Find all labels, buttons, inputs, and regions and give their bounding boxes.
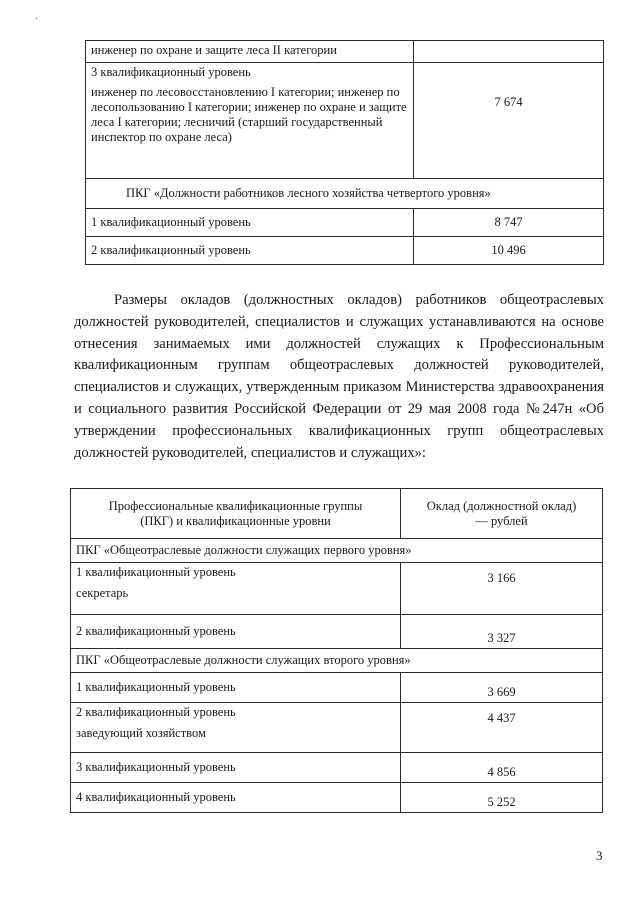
table-cell-position <box>86 63 414 179</box>
column-header-salary: Оклад (должностной оклад) — рублей <box>401 489 603 539</box>
page-number: 3 <box>596 848 603 863</box>
table-cell-position: инженер по охране и защите леса II категории <box>86 41 414 63</box>
table-cell-position: 2 квалификационный уровень <box>71 615 401 649</box>
table-cell-salary: 4 437 <box>401 703 603 753</box>
table-cell-salary <box>414 41 604 63</box>
body-paragraph: Размеры окладов (должностных окладов) работников общеотраслевых должностей руководителей, специалистов и служащих устанавливаются на основе отнесения занимаемых ими должностей служащих к Профессиональным квалификационным группам общеотраслевых должностей руководителей, специалистов и служащих, утвержденным приказом Министерства здравоохранения и социального развития Российской Федерации от 29 мая 2008 года №247н «Об утверждении профессиональных квалификационных групп общеотраслевых должностей руководителей, специалистов и служащих»: <box>74 292 604 461</box>
table-row <box>86 209 604 237</box>
table-cell-position <box>71 703 401 753</box>
qualification-level: 2 квалификационный уровень <box>76 705 236 719</box>
table-cell-position <box>71 563 401 615</box>
table-cell-salary: 5 252 <box>401 783 603 813</box>
salary-table-forestry <box>85 40 604 265</box>
table-row <box>71 649 603 673</box>
position-list: инженер по лесовосстановлению I категории; инженер по лесопользованию I категории; инженер по охране и защите леса I категории; лесничий (старший государственный инспектор по охране леса) <box>91 85 407 144</box>
table-cell-position: 1 квалификационный уровень <box>86 209 414 237</box>
table-row <box>71 563 603 615</box>
column-header-groups: Профессиональные квалификационные группы (ПКГ) и квалификационные уровни <box>71 489 401 539</box>
scan-mark: · <box>35 14 39 25</box>
table-row <box>86 237 604 265</box>
table-row <box>71 539 603 563</box>
table-cell-salary: 10 496 <box>414 237 604 265</box>
salary-table-general <box>70 488 603 813</box>
table-cell-salary: 4 856 <box>401 753 603 783</box>
table-cell-position: 3 квалификационный уровень <box>71 753 401 783</box>
table-row <box>71 703 603 753</box>
table-header-row <box>71 489 603 539</box>
table-cell-salary: 3 327 <box>401 615 603 649</box>
position-name: заведующий хозяйством <box>76 726 206 740</box>
table-row <box>71 615 603 649</box>
group-heading: ПКГ «Общеотраслевые должности служащих второго уровня» <box>71 649 603 673</box>
table-cell-salary: 3 669 <box>401 673 603 703</box>
table-cell-position: 4 квалификационный уровень <box>71 783 401 813</box>
table-row <box>86 63 604 179</box>
table-row <box>86 41 604 63</box>
qualification-level: 1 квалификационный уровень <box>76 565 236 579</box>
table-row <box>71 753 603 783</box>
table-cell-position: 1 квалификационный уровень <box>71 673 401 703</box>
table-row <box>86 179 604 209</box>
table-cell-salary: 7 674 <box>414 63 604 179</box>
qualification-level: 3 квалификационный уровень <box>91 65 251 79</box>
table-row <box>71 783 603 813</box>
group-heading: ПКГ «Общеотраслевые должности служащих первого уровня» <box>71 539 603 563</box>
position-name: секретарь <box>76 586 129 600</box>
table-cell-position: 2 квалификационный уровень <box>86 237 414 265</box>
table-cell-salary: 3 166 <box>401 563 603 615</box>
table-row <box>71 673 603 703</box>
table-cell-salary: 8 747 <box>414 209 604 237</box>
group-heading: ПКГ «Должности работников лесного хозяйства четвертого уровня» <box>86 179 604 209</box>
